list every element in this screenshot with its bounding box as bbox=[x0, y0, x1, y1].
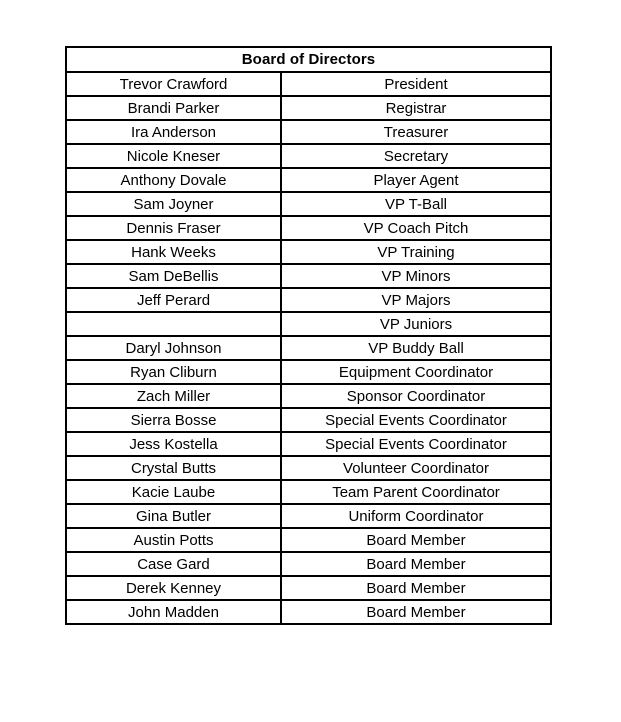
member-role-cell: VP Majors bbox=[281, 288, 551, 312]
member-name-cell: Daryl Johnson bbox=[66, 336, 281, 360]
table-row bbox=[66, 408, 551, 432]
table-row bbox=[66, 120, 551, 144]
table-row bbox=[66, 240, 551, 264]
member-name-cell: Trevor Crawford bbox=[66, 72, 281, 96]
member-name-cell: Sam DeBellis bbox=[66, 264, 281, 288]
table-row bbox=[66, 192, 551, 216]
member-name-cell: Brandi Parker bbox=[66, 96, 281, 120]
member-name-cell: John Madden bbox=[66, 600, 281, 624]
table-header-row bbox=[66, 47, 551, 72]
member-role-cell: President bbox=[281, 72, 551, 96]
member-role-cell: Board Member bbox=[281, 528, 551, 552]
member-name-cell: Sam Joyner bbox=[66, 192, 281, 216]
table-row bbox=[66, 336, 551, 360]
table-row bbox=[66, 576, 551, 600]
member-role-cell: Secretary bbox=[281, 144, 551, 168]
member-name-cell: Hank Weeks bbox=[66, 240, 281, 264]
table-row bbox=[66, 432, 551, 456]
member-name-cell: Sierra Bosse bbox=[66, 408, 281, 432]
member-role-cell: Registrar bbox=[281, 96, 551, 120]
member-name-cell: Dennis Fraser bbox=[66, 216, 281, 240]
member-role-cell: Board Member bbox=[281, 600, 551, 624]
member-role-cell: VP Minors bbox=[281, 264, 551, 288]
member-role-cell: Equipment Coordinator bbox=[281, 360, 551, 384]
board-table-body bbox=[66, 72, 551, 624]
member-name-cell: Ryan Cliburn bbox=[66, 360, 281, 384]
table-title: Board of Directors bbox=[66, 47, 551, 72]
table-row bbox=[66, 72, 551, 96]
member-name-cell: Jess Kostella bbox=[66, 432, 281, 456]
member-role-cell: Player Agent bbox=[281, 168, 551, 192]
member-role-cell: VP Coach Pitch bbox=[281, 216, 551, 240]
table-row bbox=[66, 264, 551, 288]
table-row bbox=[66, 288, 551, 312]
table-row bbox=[66, 384, 551, 408]
member-role-cell: Special Events Coordinator bbox=[281, 432, 551, 456]
member-role-cell: Volunteer Coordinator bbox=[281, 456, 551, 480]
table-row bbox=[66, 552, 551, 576]
table-row bbox=[66, 600, 551, 624]
member-role-cell: Board Member bbox=[281, 576, 551, 600]
table-row bbox=[66, 480, 551, 504]
member-name-cell: Jeff Perard bbox=[66, 288, 281, 312]
member-name-cell: Austin Potts bbox=[66, 528, 281, 552]
member-name-cell: Case Gard bbox=[66, 552, 281, 576]
member-name-cell bbox=[66, 312, 281, 336]
table-row bbox=[66, 528, 551, 552]
table-row bbox=[66, 168, 551, 192]
table-row bbox=[66, 96, 551, 120]
member-role-cell: Board Member bbox=[281, 552, 551, 576]
member-name-cell: Crystal Butts bbox=[66, 456, 281, 480]
member-role-cell: Team Parent Coordinator bbox=[281, 480, 551, 504]
table-row bbox=[66, 504, 551, 528]
member-name-cell: Nicole Kneser bbox=[66, 144, 281, 168]
member-role-cell: Special Events Coordinator bbox=[281, 408, 551, 432]
member-role-cell: Sponsor Coordinator bbox=[281, 384, 551, 408]
table-row bbox=[66, 216, 551, 240]
table-row bbox=[66, 456, 551, 480]
member-role-cell: VP T-Ball bbox=[281, 192, 551, 216]
member-name-cell: Anthony Dovale bbox=[66, 168, 281, 192]
member-role-cell: VP Juniors bbox=[281, 312, 551, 336]
member-role-cell: VP Training bbox=[281, 240, 551, 264]
member-role-cell: Treasurer bbox=[281, 120, 551, 144]
table-row bbox=[66, 312, 551, 336]
table-row bbox=[66, 144, 551, 168]
member-role-cell: VP Buddy Ball bbox=[281, 336, 551, 360]
member-name-cell: Ira Anderson bbox=[66, 120, 281, 144]
member-name-cell: Kacie Laube bbox=[66, 480, 281, 504]
member-name-cell: Gina Butler bbox=[66, 504, 281, 528]
member-name-cell: Zach Miller bbox=[66, 384, 281, 408]
table-row bbox=[66, 360, 551, 384]
board-of-directors-table bbox=[65, 46, 552, 625]
member-name-cell: Derek Kenney bbox=[66, 576, 281, 600]
member-role-cell: Uniform Coordinator bbox=[281, 504, 551, 528]
